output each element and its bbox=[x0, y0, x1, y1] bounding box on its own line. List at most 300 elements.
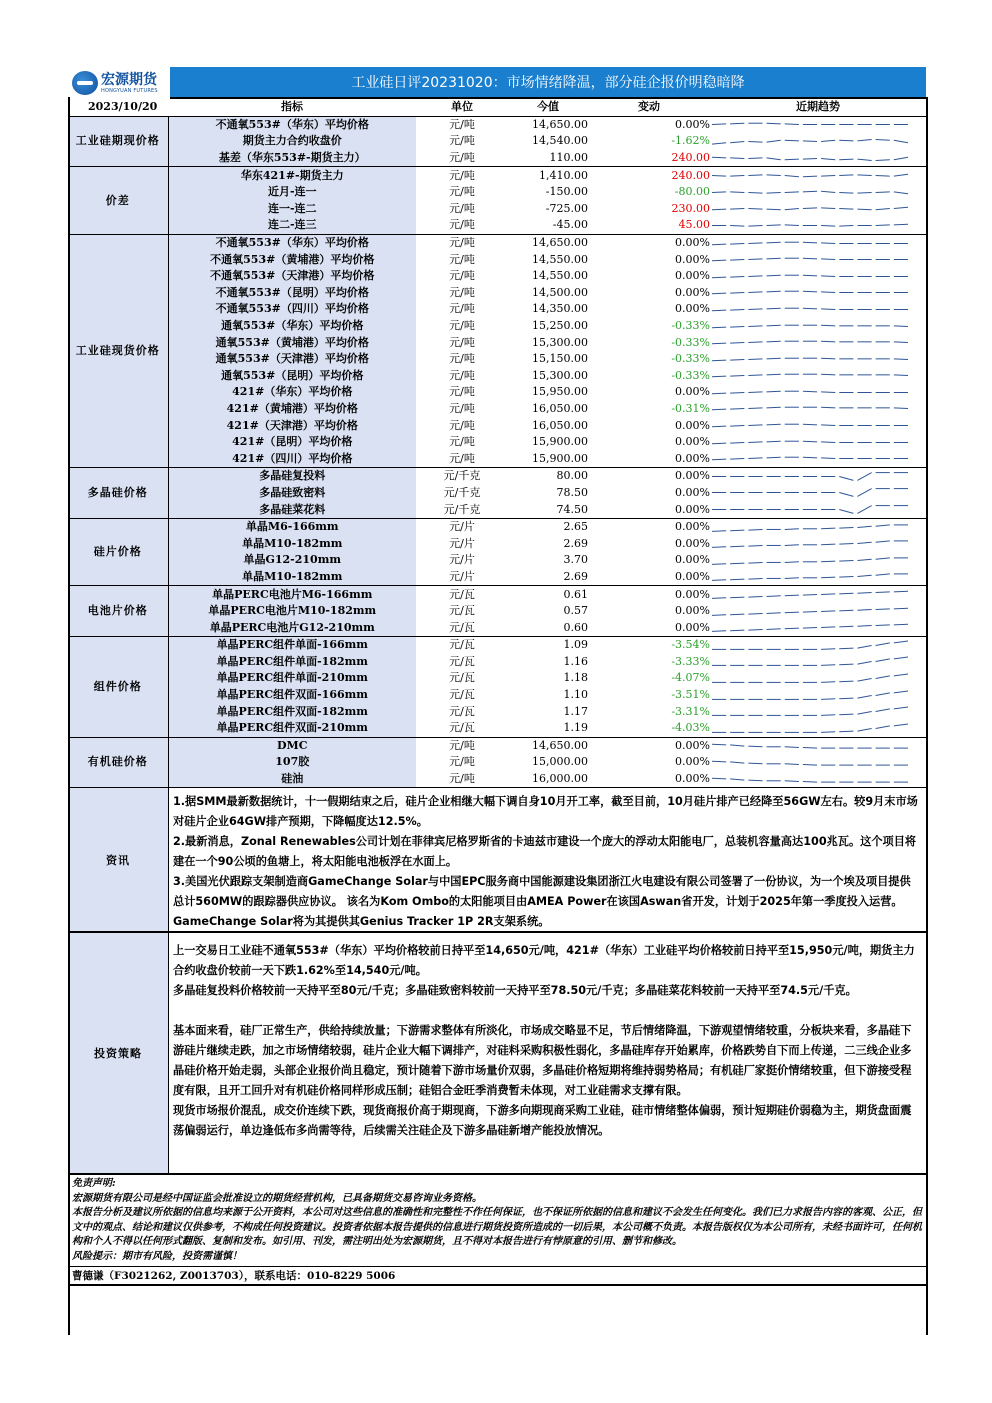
category-label: 有机硅价格 bbox=[68, 737, 168, 787]
trend-segment bbox=[894, 325, 908, 326]
change-cell: 0.00% bbox=[675, 269, 710, 283]
trend-segment bbox=[803, 764, 817, 765]
trend-segment bbox=[712, 360, 726, 361]
indicator-cell: 华东421#-期货主力 bbox=[168, 167, 416, 184]
trend-segment bbox=[821, 392, 835, 393]
trend-segment bbox=[803, 391, 817, 392]
company-logo bbox=[68, 67, 170, 99]
value-cell: 110.00 bbox=[549, 151, 588, 165]
trend-segment bbox=[894, 208, 908, 209]
value-cell: 74.50 bbox=[556, 502, 588, 516]
trend-segment bbox=[876, 574, 890, 575]
trend-segment bbox=[712, 426, 726, 427]
table-row bbox=[68, 619, 926, 636]
trend-segment bbox=[748, 141, 762, 142]
change-cell: -3.54% bbox=[588, 637, 710, 654]
unit-cell: 元/千克 bbox=[416, 468, 508, 485]
value-cell: 16,050.00 bbox=[532, 401, 588, 415]
table-header-row bbox=[68, 98, 926, 116]
trend-segment bbox=[767, 612, 781, 613]
trend-segment bbox=[839, 140, 853, 141]
trend-sparkline bbox=[710, 319, 910, 334]
trend-segment bbox=[857, 542, 871, 543]
trend-segment bbox=[767, 374, 781, 375]
trend-segment bbox=[876, 676, 890, 679]
trend-sparkline bbox=[710, 620, 910, 635]
logo-name-cn: 宏源期货 bbox=[101, 71, 157, 88]
trend-sparkline bbox=[710, 368, 910, 383]
table-row bbox=[68, 384, 926, 401]
indicator-cell: 不通氧553#（华东）平均价格 bbox=[168, 116, 416, 133]
trend-sparkline bbox=[710, 252, 910, 267]
trend-segment bbox=[821, 325, 835, 326]
table-row bbox=[68, 586, 926, 603]
change-cell: 0.00% bbox=[675, 620, 710, 634]
change-cell: 0.00% bbox=[675, 502, 710, 516]
trend-segment bbox=[767, 457, 781, 458]
trend-segment bbox=[748, 259, 762, 260]
trend-sparkline bbox=[710, 435, 910, 450]
unit-cell: 元/吨 bbox=[449, 418, 475, 432]
indicator-cell: 不通氧553#（四川）平均价格 bbox=[168, 301, 416, 318]
trend-segment bbox=[894, 140, 908, 143]
value-cell: 1.19 bbox=[563, 721, 588, 735]
indicator-cell: 单晶PERC电池片M10-182mm bbox=[168, 603, 416, 620]
table-row bbox=[68, 754, 926, 771]
change-cell: -0.33% bbox=[671, 368, 710, 382]
unit-cell: 元/吨 bbox=[449, 352, 475, 366]
header-unit: 单位 bbox=[416, 98, 508, 116]
unit-cell: 元/瓦 bbox=[416, 637, 508, 654]
value-cell: 3.70 bbox=[563, 553, 588, 567]
category-label: 硅片价格 bbox=[68, 518, 168, 585]
unit-cell: 元/吨 bbox=[416, 234, 508, 251]
trend-segment bbox=[857, 175, 871, 176]
trend-segment bbox=[821, 458, 835, 459]
indicator-cell: 多晶硅菜花料 bbox=[168, 501, 416, 518]
trend-sparkline bbox=[710, 401, 910, 416]
table-row bbox=[68, 234, 926, 251]
trend-segment bbox=[785, 578, 799, 579]
trend-segment bbox=[748, 747, 762, 748]
trend-segment bbox=[894, 624, 908, 625]
table-row bbox=[68, 670, 926, 687]
trend-segment bbox=[857, 576, 871, 577]
trend-cell bbox=[710, 501, 926, 518]
indicator-cell: 421#（黄埔港）平均价格 bbox=[168, 401, 416, 418]
change-cell: -80.00 bbox=[674, 185, 710, 199]
value-cell: 1.16 bbox=[563, 654, 588, 668]
trend-cell bbox=[710, 654, 926, 671]
value-cell: 14,540.00 bbox=[532, 134, 588, 148]
trend-cell bbox=[710, 285, 926, 302]
trend-segment bbox=[730, 426, 744, 427]
category-label: 组件价格 bbox=[68, 637, 168, 738]
unit-cell: 元/吨 bbox=[449, 335, 475, 349]
trend-segment bbox=[821, 682, 835, 683]
trend-segment bbox=[821, 665, 835, 666]
trend-sparkline bbox=[710, 285, 910, 300]
table-row bbox=[68, 167, 926, 184]
trend-segment bbox=[712, 343, 726, 344]
trend-segment bbox=[857, 712, 871, 715]
trend-segment bbox=[712, 176, 726, 177]
trend-segment bbox=[876, 592, 890, 593]
change-cell: 230.00 bbox=[671, 201, 710, 215]
unit-cell: 元/吨 bbox=[449, 185, 475, 199]
trend-segment bbox=[730, 343, 744, 344]
trend-segment bbox=[785, 176, 799, 177]
trend-segment bbox=[748, 157, 762, 158]
indicator-cell: 不通氧553#（天津港）平均价格 bbox=[168, 268, 416, 285]
trend-segment bbox=[821, 225, 835, 226]
report-title: 工业硅日评20231020：市场情绪降温，部分硅企报价明稳暗降 bbox=[170, 67, 926, 97]
value-cell: 16,000.00 bbox=[532, 772, 588, 786]
table-row bbox=[68, 703, 926, 720]
indicator-cell: 通氧553#（黄埔港）平均价格 bbox=[168, 334, 416, 351]
value-cell: 1.18 bbox=[563, 671, 588, 685]
trend-segment bbox=[785, 545, 799, 546]
value-cell: 1,410.00 bbox=[508, 167, 588, 184]
trend-cell bbox=[710, 737, 926, 754]
trend-segment bbox=[712, 157, 726, 158]
change-cell: -4.07% bbox=[671, 671, 710, 685]
change-cell: -0.33% bbox=[671, 319, 710, 333]
change-cell: -3.51% bbox=[671, 688, 710, 702]
trend-segment bbox=[748, 342, 762, 343]
change-cell: 0.00% bbox=[588, 518, 710, 535]
category-label: 工业硅期现价格 bbox=[68, 116, 168, 167]
trend-cell bbox=[710, 217, 926, 234]
disclaimer-line: 风险提示：期市有风险，投资需谨慎！ bbox=[72, 1250, 242, 1262]
trend-segment bbox=[876, 643, 890, 646]
trend-segment bbox=[803, 457, 817, 458]
trend-sparkline bbox=[710, 418, 910, 433]
trend-sparkline bbox=[710, 117, 910, 132]
unit-cell: 元/吨 bbox=[449, 451, 475, 465]
trend-cell bbox=[710, 569, 926, 586]
trend-segment bbox=[767, 441, 781, 442]
trend-segment bbox=[730, 392, 744, 393]
value-cell: 15,150.00 bbox=[532, 352, 588, 366]
change-cell: 0.00% bbox=[675, 536, 710, 550]
value-cell: 14,650.00 bbox=[508, 737, 588, 754]
change-cell: 240.00 bbox=[671, 151, 710, 165]
trend-segment bbox=[785, 780, 799, 781]
unit-cell: 元/吨 bbox=[449, 368, 475, 382]
trend-segment bbox=[803, 424, 817, 425]
trend-segment bbox=[857, 559, 871, 560]
trend-sparkline bbox=[710, 638, 910, 653]
table-row bbox=[68, 468, 926, 485]
disclaimer bbox=[68, 1173, 926, 1266]
trend-segment bbox=[767, 242, 781, 243]
trend-segment bbox=[876, 159, 890, 160]
trend-segment bbox=[803, 308, 817, 309]
trend-segment bbox=[894, 608, 908, 609]
trend-segment bbox=[803, 595, 817, 596]
table-row bbox=[68, 450, 926, 467]
unit-cell: 元/吨 bbox=[449, 302, 475, 316]
unit-cell: 元/瓦 bbox=[449, 721, 475, 735]
trend-cell bbox=[710, 619, 926, 636]
disclaimer-line: 本报告分析及建议所依据的信息均来源于公开资料，本公司对这些信息的准确性和完整性不作任何保证，也不保证所依据的信息和建议不会发生任何变化。我们已力求报告内容的客观、公正，但文中的观点、结论和建议仅供参考，不构成任何投资建议。投资者依据本报告提供的信息进行期货投资所造成的一切后果，本公司概不负责。本报告版权仅为本公司所有，未经书面许可，任何机构和个人不得以任何形式翻版、复制和发布。如引用、刊发，需注明出处为宏源期货，且不得对本报告进行有悖原意的引用、删节和修改。 bbox=[72, 1207, 922, 1248]
change-cell: 0.00% bbox=[675, 385, 710, 399]
indicator-cell: 单晶PERC组件双面-166mm bbox=[168, 687, 416, 704]
trend-segment bbox=[767, 292, 781, 293]
unit-cell: 元/吨 bbox=[449, 117, 475, 131]
indicator-cell: 421#（天津港）平均价格 bbox=[168, 417, 416, 434]
trend-segment bbox=[839, 175, 853, 176]
trend-sparkline bbox=[710, 755, 910, 770]
value-cell: 15,900.00 bbox=[532, 451, 588, 465]
trend-segment bbox=[857, 593, 871, 594]
trend-sparkline bbox=[710, 688, 910, 703]
unit-cell: 元/吨 bbox=[449, 151, 475, 165]
unit-cell: 元/吨 bbox=[416, 737, 508, 754]
trend-segment bbox=[748, 375, 762, 376]
change-cell: 240.00 bbox=[588, 167, 710, 184]
trend-segment bbox=[712, 631, 726, 632]
trend-segment bbox=[803, 242, 817, 243]
table-row bbox=[68, 434, 926, 451]
trend-segment bbox=[712, 260, 726, 261]
trend-segment bbox=[876, 692, 890, 695]
table-row bbox=[68, 268, 926, 285]
trend-segment bbox=[767, 225, 781, 226]
indicator-cell: 多晶硅致密料 bbox=[168, 485, 416, 502]
change-cell: 0.00% bbox=[588, 234, 710, 251]
trend-segment bbox=[821, 732, 835, 733]
trend-cell bbox=[710, 637, 926, 654]
change-cell: 45.00 bbox=[678, 218, 710, 232]
trend-cell bbox=[710, 670, 926, 687]
trend-segment bbox=[730, 409, 744, 410]
strategy-paragraph: 现货市场报价混乱，成交价连续下跌，现货商报价高于期现商，下游多向期现商采购工业硅，硅市情绪整体偏弱，预计短期硅价弱稳为主，期货盘面震荡偏弱运行，单边逢低布多尚需等待，后续需关注硅企及下游多晶硅新增产能投放情况。 bbox=[173, 1104, 912, 1138]
indicator-cell: 单晶M6-166mm bbox=[168, 518, 416, 535]
change-cell: 0.00% bbox=[588, 468, 710, 485]
trend-segment bbox=[785, 562, 799, 563]
unit-cell: 元/瓦 bbox=[449, 704, 475, 718]
unit-cell: 元/片 bbox=[449, 569, 475, 583]
report-banner bbox=[68, 67, 926, 97]
trend-segment bbox=[767, 210, 781, 211]
trend-segment bbox=[785, 628, 799, 629]
trend-segment bbox=[839, 626, 853, 627]
trend-cell bbox=[710, 234, 926, 251]
trend-segment bbox=[821, 715, 835, 716]
indicator-cell: 不通氧553#（昆明）平均价格 bbox=[168, 285, 416, 302]
trend-segment bbox=[803, 176, 817, 177]
unit-cell: 元/吨 bbox=[449, 201, 475, 215]
unit-cell: 元/千克 bbox=[443, 485, 481, 499]
indicator-cell: 421#（昆明）平均价格 bbox=[168, 434, 416, 451]
trend-segment bbox=[857, 645, 871, 648]
trend-segment bbox=[803, 441, 817, 442]
trend-sparkline bbox=[710, 721, 910, 736]
trend-segment bbox=[821, 374, 835, 375]
strategy-paragraph bbox=[173, 1001, 920, 1021]
indicator-cell: 单晶PERC电池片M6-166mm bbox=[168, 586, 416, 603]
value-cell: -45.00 bbox=[552, 218, 588, 232]
unit-cell: 元/吨 bbox=[449, 269, 475, 283]
trend-segment bbox=[730, 442, 744, 443]
trend-segment bbox=[730, 563, 744, 564]
unit-cell: 元/瓦 bbox=[449, 654, 475, 668]
trend-segment bbox=[730, 630, 744, 631]
indicator-cell: 连二-连三 bbox=[168, 217, 416, 234]
value-cell: 14,350.00 bbox=[532, 302, 588, 316]
trend-cell bbox=[710, 268, 926, 285]
trend-segment bbox=[894, 224, 908, 225]
trend-segment bbox=[712, 598, 726, 599]
trend-segment bbox=[803, 628, 817, 629]
trend-sparkline bbox=[710, 218, 910, 233]
table-row bbox=[68, 217, 926, 234]
trend-segment bbox=[839, 731, 853, 732]
trend-segment bbox=[712, 393, 726, 394]
trend-segment bbox=[748, 192, 762, 193]
trend-segment bbox=[712, 327, 726, 328]
trend-segment bbox=[748, 630, 762, 631]
trend-segment bbox=[767, 157, 781, 159]
value-cell: 2.65 bbox=[508, 518, 588, 535]
trend-segment bbox=[748, 392, 762, 393]
table-row bbox=[68, 637, 926, 654]
change-cell: 0.00% bbox=[675, 553, 710, 567]
change-cell: -3.31% bbox=[671, 704, 710, 718]
value-cell: 1.10 bbox=[563, 688, 588, 702]
trend-segment bbox=[821, 610, 835, 611]
trend-segment bbox=[857, 159, 871, 160]
trend-segment bbox=[839, 544, 853, 545]
trend-cell bbox=[710, 468, 926, 485]
value-cell: 15,300.00 bbox=[532, 368, 588, 382]
trend-segment bbox=[857, 506, 871, 514]
trend-segment bbox=[785, 225, 799, 226]
change-cell: 0.00% bbox=[675, 569, 710, 583]
trend-segment bbox=[821, 309, 835, 310]
change-cell: -1.62% bbox=[671, 134, 710, 148]
unit-cell: 元/吨 bbox=[449, 134, 475, 148]
trend-segment bbox=[876, 558, 890, 559]
trend-segment bbox=[730, 309, 744, 310]
unit-cell: 元/吨 bbox=[449, 385, 475, 399]
trend-cell bbox=[710, 417, 926, 434]
trend-segment bbox=[712, 443, 726, 444]
trend-cell bbox=[710, 552, 926, 569]
trend-segment bbox=[712, 210, 726, 211]
trend-segment bbox=[894, 157, 908, 160]
trend-segment bbox=[785, 747, 799, 748]
table-row bbox=[68, 201, 926, 218]
change-cell: 0.00% bbox=[675, 435, 710, 449]
table-row bbox=[68, 603, 926, 620]
disclaimer-line: 宏源期货有限公司是经中国证监会批准设立的期货经营机构，已具备期货交易咨询业务资格。 bbox=[72, 1192, 482, 1204]
trend-sparkline bbox=[710, 553, 910, 568]
trend-cell bbox=[710, 771, 926, 788]
trend-segment bbox=[748, 562, 762, 563]
trend-segment bbox=[839, 159, 853, 160]
trend-segment bbox=[839, 225, 853, 226]
trend-segment bbox=[876, 726, 890, 729]
value-cell: 14,650.00 bbox=[508, 234, 588, 251]
table-row bbox=[68, 301, 926, 318]
table-row bbox=[68, 150, 926, 167]
trend-segment bbox=[857, 489, 871, 497]
indicator-cell: 单晶PERC电池片G12-210mm bbox=[168, 619, 416, 636]
table-row bbox=[68, 771, 926, 788]
trend-segment bbox=[821, 176, 835, 177]
trend-cell bbox=[710, 318, 926, 335]
unit-cell: 元/吨 bbox=[449, 772, 475, 786]
unit-cell: 元/吨 bbox=[449, 755, 475, 769]
trend-segment bbox=[712, 745, 726, 746]
trend-segment bbox=[857, 210, 871, 211]
trend-segment bbox=[730, 192, 744, 193]
trend-segment bbox=[712, 277, 726, 278]
trend-cell bbox=[710, 603, 926, 620]
trend-sparkline bbox=[710, 587, 910, 602]
trend-cell bbox=[710, 720, 926, 737]
trend-segment bbox=[748, 408, 762, 409]
trend-segment bbox=[803, 208, 817, 209]
trend-segment bbox=[712, 564, 726, 565]
trend-segment bbox=[821, 292, 835, 293]
trend-cell bbox=[710, 301, 926, 318]
table-row bbox=[68, 133, 926, 150]
value-cell: -725.00 bbox=[545, 201, 588, 215]
table-row bbox=[68, 485, 926, 502]
report-date: 2023/10/20 bbox=[68, 98, 168, 116]
table-row bbox=[68, 569, 926, 586]
trend-sparkline bbox=[710, 671, 910, 686]
news-body bbox=[169, 788, 926, 931]
change-cell: 0.00% bbox=[588, 586, 710, 603]
trend-segment bbox=[857, 609, 871, 610]
table-row bbox=[68, 401, 926, 418]
trend-sparkline bbox=[710, 201, 910, 216]
table-row bbox=[68, 116, 926, 133]
value-cell: 0.61 bbox=[508, 586, 588, 603]
unit-cell: 元/瓦 bbox=[449, 688, 475, 702]
trend-segment bbox=[748, 209, 762, 210]
indicator-cell: 硅油 bbox=[168, 771, 416, 788]
table-row bbox=[68, 501, 926, 518]
unit-cell: 元/吨 bbox=[449, 401, 475, 415]
trend-cell bbox=[710, 334, 926, 351]
trend-segment bbox=[767, 358, 781, 359]
trend-segment bbox=[730, 225, 744, 226]
trend-segment bbox=[748, 579, 762, 580]
trend-segment bbox=[894, 192, 908, 194]
trend-segment bbox=[894, 641, 908, 643]
change-cell: -0.31% bbox=[671, 401, 710, 415]
indicator-cell: 单晶M10-182mm bbox=[168, 535, 416, 552]
trend-segment bbox=[748, 276, 762, 277]
trend-segment bbox=[748, 546, 762, 547]
trend-cell bbox=[710, 703, 926, 720]
unit-cell: 元/瓦 bbox=[449, 604, 475, 618]
trend-segment bbox=[803, 781, 817, 782]
trend-segment bbox=[748, 292, 762, 293]
trend-segment bbox=[767, 192, 781, 193]
indicator-cell: 不通氧553#（华东）平均价格 bbox=[168, 234, 416, 251]
trend-segment bbox=[894, 174, 908, 176]
indicator-cell: 不通氧553#（黄埔港）平均价格 bbox=[168, 251, 416, 268]
trend-segment bbox=[767, 629, 781, 630]
table-row bbox=[68, 417, 926, 434]
